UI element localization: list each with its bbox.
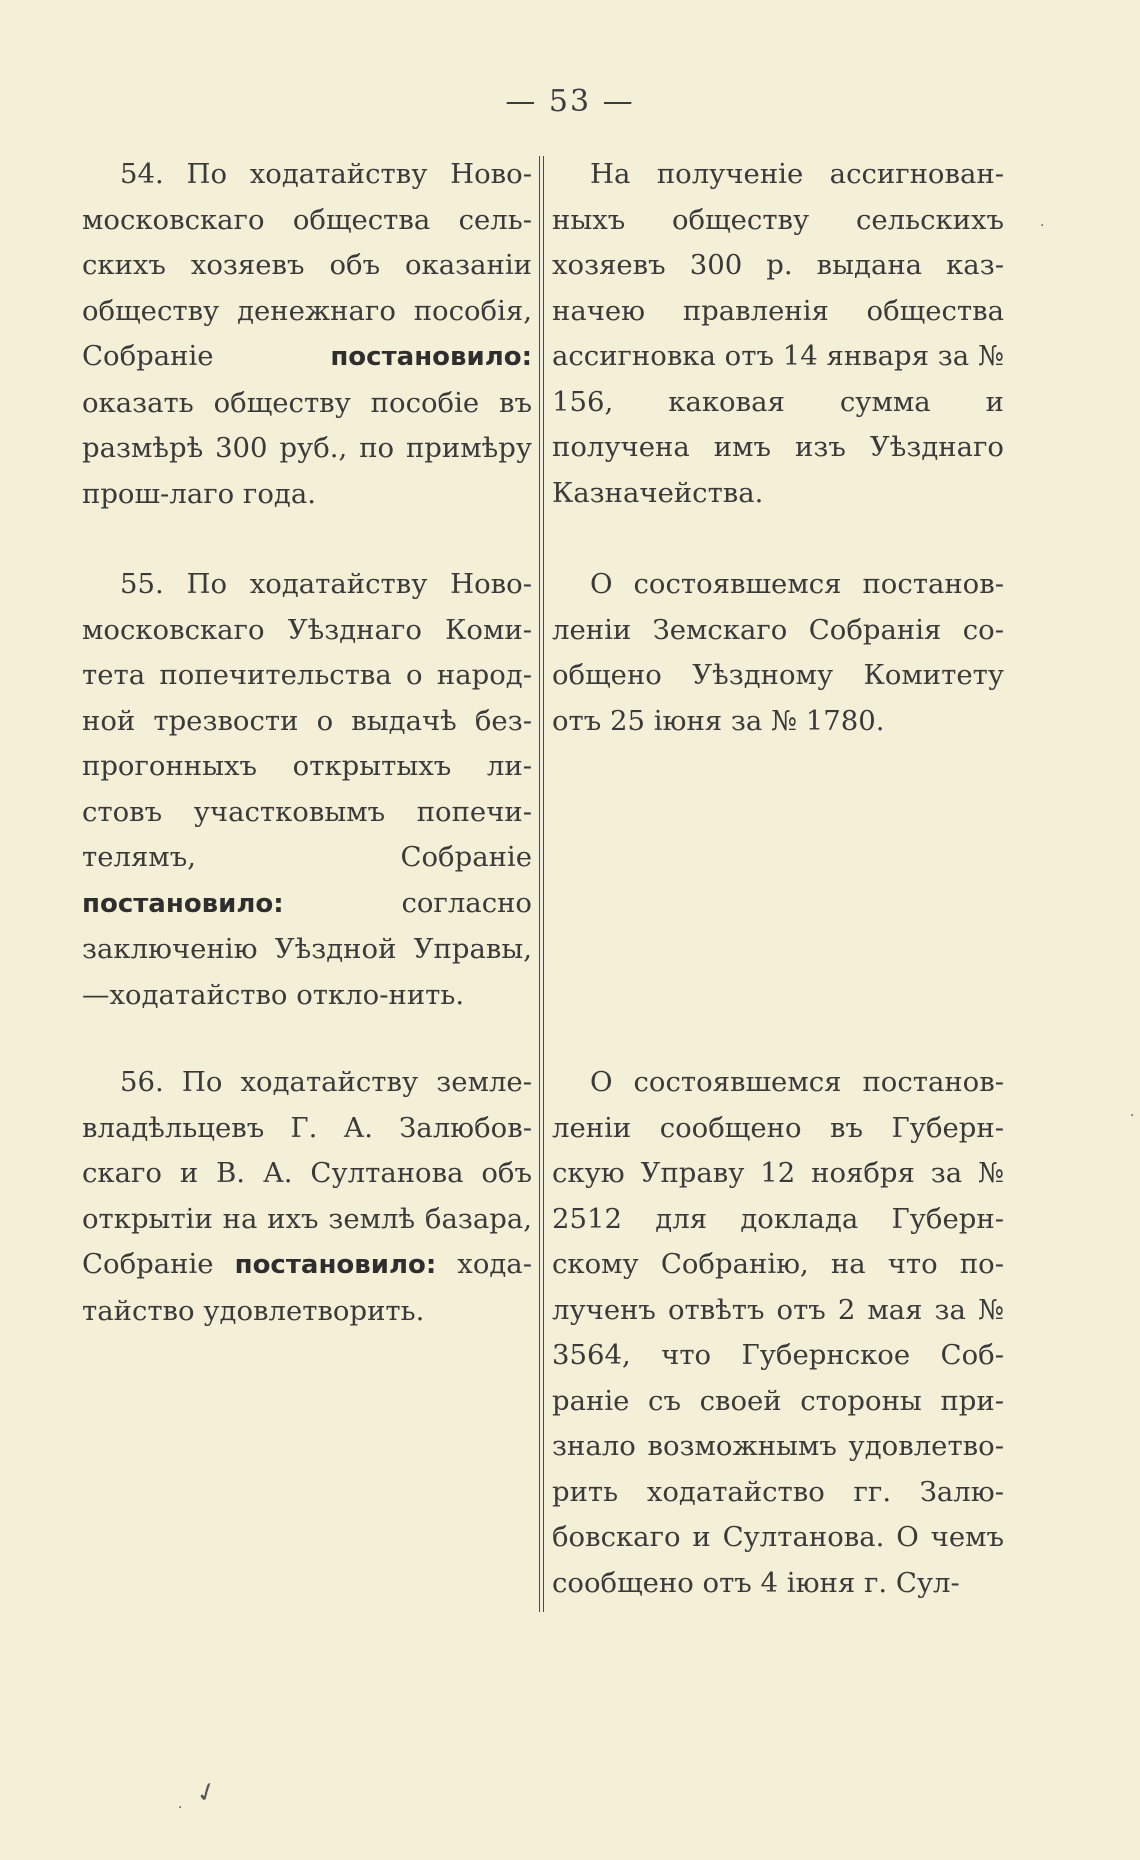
item-54-text-end: оказать обществу пособіе въ размѣрѣ 300 руб., по примѣру прош-лаго года.: [82, 386, 532, 510]
item-55-text-end: согласно заключенію Уѣздной Управы,—ходатайство откло-нить.: [82, 886, 532, 1011]
item-55-text-start: 55. По ходатайству Ново-московскаго Уѣзднаго Коми-тета попечительства о народ-ной трезвости о выдачѣ без-прогонныхъ открытыхъ ли-стовъ участковымъ попечи-телямъ, Собраніе: [82, 568, 532, 873]
column-divider: [539, 156, 544, 1612]
item-55-resolution-word: постановило:: [82, 888, 284, 919]
note-55: О состоявшемся постанов-леніи Земскаго Собранія со-общено Уѣздному Комитету отъ 25 іюня за № 1780.: [552, 568, 1004, 737]
ink-speck: ·: [178, 1800, 183, 1816]
item-55: [82, 562, 532, 1018]
note-56: О состоявшемся постанов-леніи сообщено въ Губерн-скую Управу 12 ноября за № 2512 для доклада Губерн-скому Собранію, на что по-лученъ отвѣтъ отъ 2 мая за № 3564, что Губернское Соб-раніе съ своей стороны при-знало возможнымъ удовлетво-рить ходатайство гг. Залю-бовскаго и Султанова. О чемъ сообщено отъ 4 іюня г. Сул-: [552, 1066, 1004, 1599]
page-number: — 53 —: [505, 84, 635, 119]
ink-speck: ·: [1040, 218, 1045, 234]
item-56-text-end: хода-тайство удовлетворить.: [82, 1248, 532, 1327]
ink-speck: ✓: [191, 1775, 223, 1811]
item-56-resolution-word: постановило:: [234, 1250, 437, 1280]
item-56: [82, 1060, 532, 1334]
item-54-resolution-word: постановило:: [330, 342, 532, 372]
ink-speck: ·: [1130, 1108, 1135, 1124]
item-54: [82, 152, 532, 517]
item-56-text-start: 56. По ходатайству земле-владѣльцевъ Г. А. Залюбов-скаго и В. А. Султанова объ открытіи на ихъ землѣ базара, Собраніе: [82, 1066, 532, 1280]
note-54: На полученіе ассигнован-ныхъ обществу сельскихъ хозяевъ 300 р. выдана каз-начею правленія общества ассигновка отъ 14 января за № 156, каковая сумма и получена имъ изъ Уѣзднаго Казначейства.: [552, 158, 1004, 509]
item-54-text-start: 54. По ходатайству Ново-московскаго общества сель-скихъ хозяевъ объ оказаніи обществу денежнаго пособія, Собраніе: [82, 158, 532, 372]
